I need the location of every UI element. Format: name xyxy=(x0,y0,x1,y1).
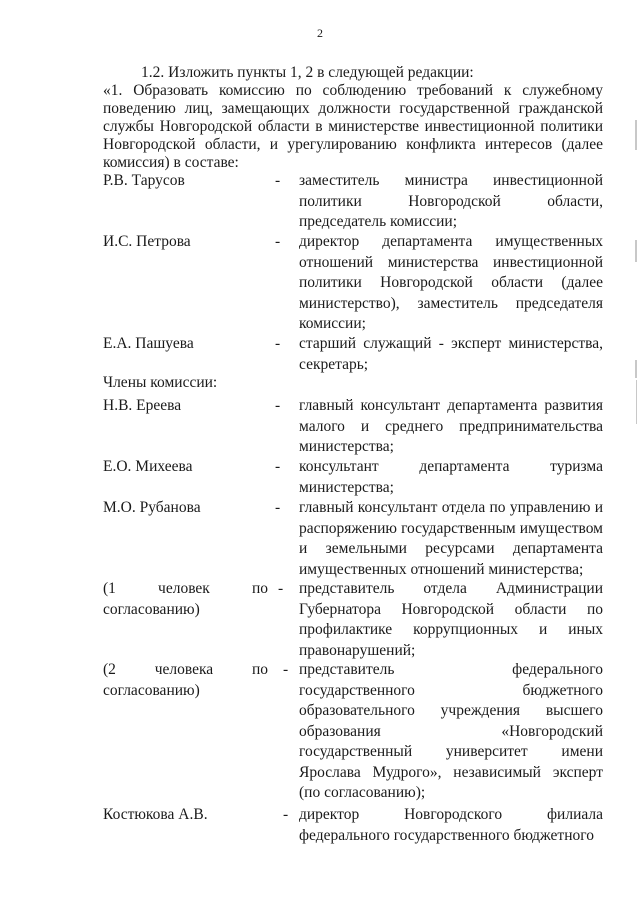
dash-separator: - xyxy=(275,458,281,475)
scan-mark xyxy=(636,380,637,424)
scan-mark xyxy=(635,240,637,262)
dash-separator: - xyxy=(283,806,289,823)
members-label: Члены комиссии: xyxy=(103,374,218,391)
member-role: главный консультант отдела по управлению и распоряжению государственным имуществом и земельными ресурсами департамента имущественных отношений министерства; xyxy=(299,499,603,578)
member-name: Н.В. Ереева xyxy=(103,397,182,414)
scan-mark xyxy=(635,360,637,378)
member-role: старший служащий - эксперт министерства, секретарь; xyxy=(299,335,603,373)
member-name: Е.А. Пашуева xyxy=(103,335,194,352)
member-role: представитель отдела Администрации Губернатора Новгородской области по профилактике коррупционных и иных правонарушений; xyxy=(299,580,603,659)
intro-paragraph: «1. Образовать комиссию по соблюдению требований к служебному поведению лиц, замещающих должности государственной гражданской службы Новгородской области в министерстве инвестиционной политики Новгородской области, и урегулированию конфликта интересов (далее комиссия) в составе: xyxy=(103,82,603,171)
dash-separator: - xyxy=(275,397,281,414)
dash-separator: - xyxy=(275,335,281,352)
member-role: директор департамента имущественных отношений министерства инвестиционной политики Новгородской области (далее министерство), заместитель председателя комиссии; xyxy=(299,233,603,332)
member-name: М.О. Рубанова xyxy=(103,499,201,516)
member-name: Е.О. Михеева xyxy=(103,458,193,475)
dash-separator: - xyxy=(278,580,284,597)
dash-separator: - xyxy=(275,499,281,516)
member-name: Костюкова А.В. xyxy=(103,806,208,823)
section-heading: 1.2. Изложить пункты 1, 2 в следующей редакции: xyxy=(141,64,474,81)
member-name: (1 человек по согласованию) xyxy=(103,580,268,618)
dash-separator: - xyxy=(275,172,281,189)
member-role: консультант департамента туризма министерства; xyxy=(299,458,603,496)
member-name: Р.В. Тарусов xyxy=(103,172,185,189)
page-number: 2 xyxy=(317,26,323,40)
scan-mark xyxy=(635,120,637,150)
member-role: заместитель министра инвестиционной политики Новгородской области, председатель комиссии; xyxy=(299,172,603,230)
dash-separator: - xyxy=(275,233,281,250)
member-role: представитель федерального государственного бюджетного образовательного учреждения высшего образования «Новгородский государственный университет имени Ярослава Мудрого», независимый эксперт (по согласованию); xyxy=(299,661,603,801)
dash-separator: - xyxy=(283,661,289,678)
member-name: (2 человека по согласованию) xyxy=(103,661,268,699)
member-name: И.С. Петрова xyxy=(103,233,191,250)
member-role: главный консультант департамента развития малого и среднего предпринимательства министерства; xyxy=(299,397,603,455)
member-role: директор Новгородского филиала федерального государственного бюджетного xyxy=(299,806,603,844)
